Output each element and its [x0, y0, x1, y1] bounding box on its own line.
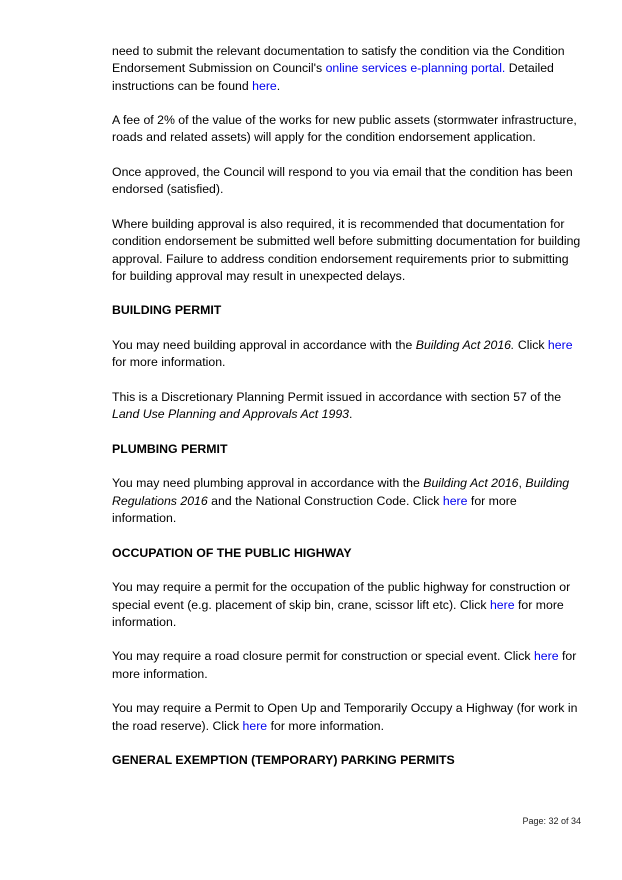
text-span: ,	[518, 476, 526, 491]
text-span: for more information.	[267, 718, 385, 733]
text-span: You may need plumbing approval in accordance with the	[112, 476, 424, 491]
building-act-title: Building Act 2016	[423, 476, 519, 491]
approval-paragraph: Once approved, the Council will respond to you via email that the condition has been endorsed (satisfied).	[112, 165, 573, 197]
land-use-act-title: Land Use Planning and Approvals Act 1993	[112, 407, 349, 422]
text-span: for more information.	[112, 649, 577, 681]
building-approval-info-paragraph	[112, 337, 584, 372]
text-span: and the National Construction Code. Click	[207, 493, 443, 508]
text-span: This is a Discretionary Planning Permit issued in accordance with section 57 of the	[112, 389, 562, 404]
occupation-permit-paragraph	[112, 579, 584, 631]
text-span: Detailed instructions can be found	[112, 61, 554, 93]
occupation-heading: OCCUPATION OF THE PUBLIC HIGHWAY	[112, 545, 352, 560]
page-number: Page: 32 of 34	[522, 816, 581, 826]
occupation-permit-here-link[interactable]: here	[489, 597, 515, 612]
text-span: You may require a road closure permit for construction or special event. Click	[112, 649, 534, 664]
general-exemption-heading: GENERAL EXEMPTION (TEMPORARY) PARKING PERMITS	[112, 753, 455, 768]
road-closure-here-link[interactable]: here	[533, 649, 559, 664]
page-content	[112, 43, 584, 787]
plumbing-permit-here-link[interactable]: here	[442, 493, 468, 508]
building-approval-paragraph: Where building approval is also required, it is recommended that documentation for condition endorsement be submitted well before submitting documentation for building approval. Failure to address condition endorsement requirements prior to submitting for building approval may result in unexpected delays.	[112, 216, 581, 283]
road-closure-paragraph	[112, 648, 584, 683]
text-span: Click	[514, 338, 548, 353]
building-permit-heading: BUILDING PERMIT	[112, 303, 222, 318]
text-span: .	[276, 78, 281, 93]
building-permit-here-link[interactable]: here	[547, 338, 573, 353]
condition-endorsement-paragraph	[112, 43, 584, 95]
open-up-highway-paragraph	[112, 700, 584, 735]
text-span: You may require a permit for the occupation of the public highway for construction or special event (e.g. placement of skip bin, crane, scissor lift etc). Click	[112, 580, 571, 612]
text-span: You may need building approval in accordance with the	[112, 338, 416, 353]
fee-paragraph: A fee of 2% of the value of the works for new public assets (stormwater infrastructure, roads and related assets) will apply for the condition endorsement application.	[112, 113, 577, 145]
open-up-highway-here-link[interactable]: here	[242, 718, 268, 733]
building-act-title: Building Act 2016.	[415, 338, 515, 353]
plumbing-approval-paragraph	[112, 475, 584, 527]
plumbing-permit-heading: PLUMBING PERMIT	[112, 441, 228, 456]
discretionary-permit-paragraph	[112, 389, 584, 424]
text-span: for more information.	[112, 355, 226, 370]
text-span: You may require a Permit to Open Up and Temporarily Occupy a Highway (for work in the road reserve). Click	[112, 701, 578, 733]
text-span: .	[349, 407, 353, 422]
building-regulations-title: Building Regulations 2016	[112, 476, 570, 508]
text-span: for more information.	[112, 493, 517, 526]
instructions-here-link[interactable]: here	[252, 78, 277, 93]
text-span: for more information.	[112, 597, 564, 629]
text-span: need to submit the relevant documentation to satisfy the condition via the Condition Endorsement Submission on Council's	[112, 44, 565, 76]
e-planning-portal-link[interactable]: online services e-planning portal.	[325, 61, 506, 76]
